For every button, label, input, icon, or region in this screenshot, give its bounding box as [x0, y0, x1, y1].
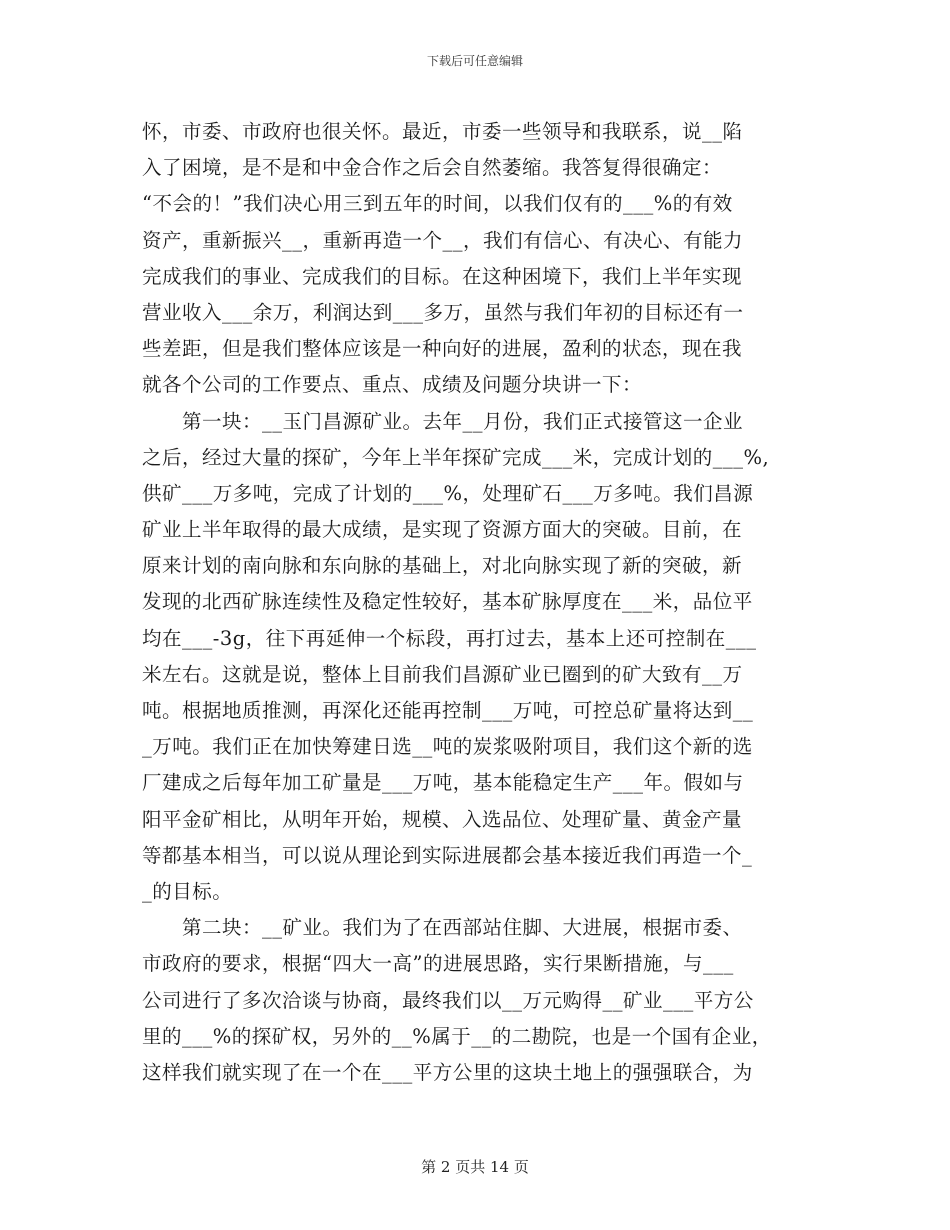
body-line: 等都基本相当，可以说从理论到实际进展都会基本接近我们再造一个_ — [142, 843, 753, 867]
body-line: _万吨。我们正在加快筹建日选__吨的炭浆吸附项目，我们这个新的选 — [142, 735, 753, 759]
paragraph-start-line: 第一块：__玉门昌源矿业。去年__月份，我们正式接管这一企业 — [142, 409, 744, 433]
page-footer: 第 2 页共 14 页 — [421, 1158, 529, 1176]
body-line: 阳平金矿相比，从明年开始，规模、入选品位、处理矿量、黄金产量 — [142, 807, 743, 831]
body-line: 怀，市委、市政府也很关怀。最近，市委一些领导和我联系，说__陷 — [142, 120, 743, 143]
document-body — [142, 114, 810, 1091]
body-line: 米左右。这就是说，整体上目前我们昌源矿业已圈到的矿大致有__万 — [142, 662, 743, 686]
body-line: 些差距，但是我们整体应该是一种向好的进展，盈利的状态，现在我 — [142, 337, 743, 361]
body-line: 资产，重新振兴__，重新再造一个__，我们有信心、有决心、有能力 — [142, 228, 744, 252]
body-line: 里的___%的探矿权，另外的__%属于__的二勘院，也是一个国有企业， — [142, 1024, 772, 1048]
body-line: 公司进行了多次洽谈与协商，最终我们以__万元购得__矿业___平方公 — [142, 988, 754, 1012]
body-line: 供矿___万多吨，完成了计划的___%，处理矿石___万多吨。我们昌源 — [142, 481, 754, 505]
body-line: 就各个公司的工作要点、重点、成绩及问题分块讲一下： — [142, 373, 643, 397]
body-line: 吨。根据地质推测，再深化还能再控制___万吨，可控总矿量将达到__ — [142, 699, 754, 722]
body-line: 之后，经过大量的探矿，今年上半年探矿完成___米，完成计划的___%, — [142, 445, 770, 469]
page-header: 下载后可任意编辑 — [426, 54, 523, 68]
body-line: 入了困境，是不是和中金合作之后会自然萎缩。我答复得很确定： — [142, 156, 723, 180]
body-line: 厂建成之后每年加工矿量是___万吨，基本能稳定生产___年。假如与 — [142, 771, 744, 795]
body-line: 市政府的要求，根据“四大一高”的进展思路，实行果断措施，与___ — [142, 952, 734, 976]
paragraph-start-line: 第二块：__矿业。我们为了在西部站住脚、大进展，根据市委、 — [142, 916, 743, 940]
body-line: 完成我们的事业、完成我们的目标。在这种困境下，我们上半年实现 — [142, 264, 743, 288]
body-line: 矿业上半年取得的最大成绩，是实现了资源方面大的突破。目前，在 — [142, 518, 743, 542]
body-line: 发现的北西矿脉连续性及稳定性较好，基本矿脉厚度在___米，品位平 — [142, 590, 753, 614]
body-line: _的目标。 — [142, 879, 233, 903]
body-line: 这样我们就实现了在一个在___平方公里的这块土地上的强强联合，为 — [142, 1060, 753, 1084]
body-line: 原来计划的南向脉和东向脉的基础上，对北向脉实现了新的突破，新 — [142, 554, 743, 578]
body-line: “不会的！”我们决心用三到五年的时间，以我们仅有的___%的有效 — [142, 192, 733, 216]
body-line: 营业收入___余万，利润达到___多万，虽然与我们年初的目标还有一 — [142, 300, 744, 324]
body-line: 均在___-3g，往下再延伸一个标段，再打过去，基本上还可控制在___ — [142, 626, 757, 650]
